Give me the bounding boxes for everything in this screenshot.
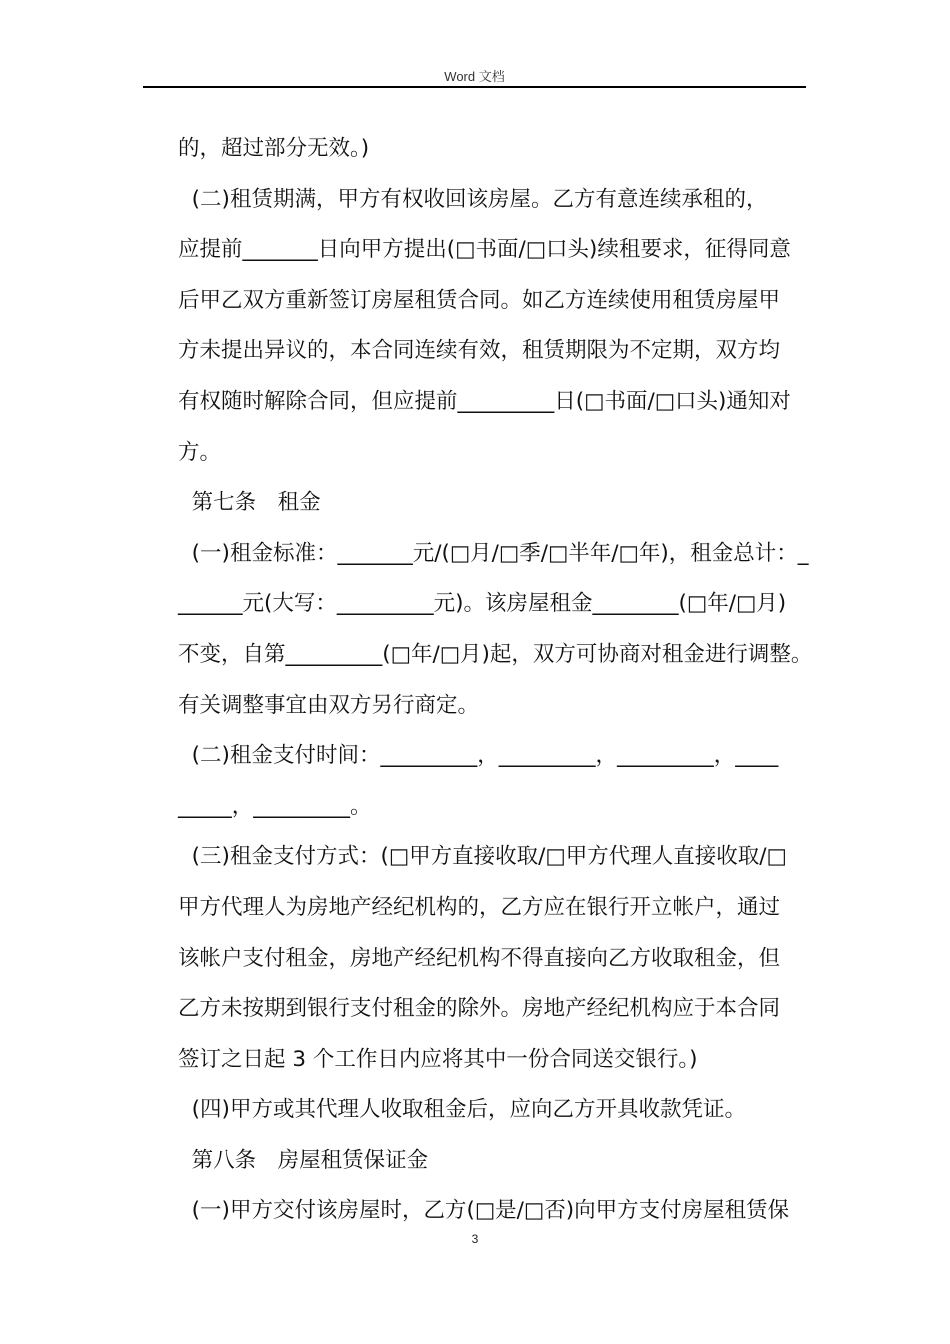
text-line: 甲方代理人为房地产经纪机构的，乙方应在银行开立帐户，通过 — [178, 894, 781, 920]
text-line: 的，超过部分无效。) — [178, 136, 370, 161]
text-line: 方。 — [178, 439, 222, 465]
text-line: (二)租金支付时间：_________，_________，_________，____ — [178, 743, 779, 769]
document-body — [178, 124, 814, 1237]
article-heading: 第八条 房屋租赁保证金 — [178, 1147, 429, 1173]
header-rule — [143, 86, 806, 88]
text-line: 方未提出异议的，本合同连续有效，租赁期限为不定期，双方均 — [178, 338, 781, 364]
text-line: 后甲乙双方重新签订房屋租赁合同。如乙方连续使用租赁房屋甲 — [178, 287, 781, 313]
text-line: 应提前_______日向甲方提出(□书面/□口头)续租要求，征得同意 — [178, 237, 791, 263]
text-line: 不变，自第_________(□年/□月)起，双方可协商对租金进行调整。 — [178, 641, 813, 667]
text-line: 乙方未按期到银行支付租金的除外。房地产经纪机构应于本合同 — [178, 996, 781, 1022]
article-heading: 第七条 租金 — [178, 490, 321, 516]
text-line: 有权随时解除合同，但应提前_________日(□书面/□口头)通知对 — [178, 388, 791, 414]
text-line: (一)甲方交付该房屋时，乙方(□是/□否)向甲方支付房屋租赁保 — [178, 1198, 790, 1224]
text-line: (一)租金标准：_______元/(□月/□季/□半年/□年)，租金总计：_ — [178, 540, 809, 566]
text-line: ______元(大写：_________元)。该房屋租金________(□年/□月) — [178, 591, 787, 617]
text-line: 该帐户支付租金，房地产经纪机构不得直接向乙方收取租金，但 — [178, 945, 781, 971]
page-header: Word 文档 — [444, 69, 505, 84]
text-line: (三)租金支付方式：(□甲方直接收取/□甲方代理人直接收取/□ — [178, 844, 787, 870]
text-line: _____，_________。 — [178, 793, 372, 819]
text-line: 有关调整事宜由双方另行商定。 — [178, 692, 480, 718]
text-line: (四)甲方或其代理人收取租金后，应向乙方开具收款凭证。 — [178, 1097, 746, 1123]
page-number: 3 — [471, 1232, 479, 1246]
text-line: (二)租赁期满，甲方有权收回该房屋。乙方有意连续承租的， — [178, 186, 768, 212]
text-line: 签订之日起 3 个工作日内应将其中一份合同送交银行。) — [178, 1046, 698, 1072]
